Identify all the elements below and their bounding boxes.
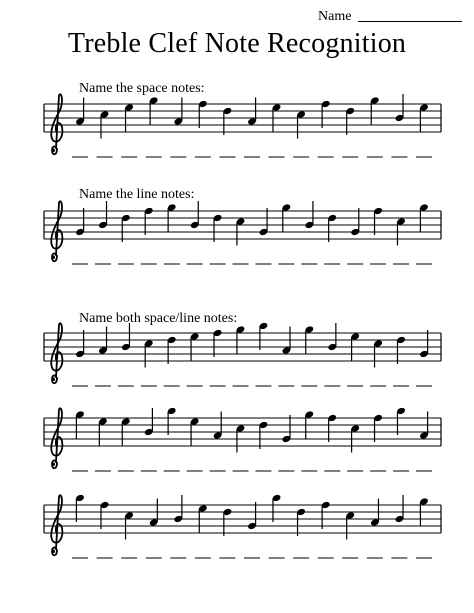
note (236, 325, 246, 353)
treble-clef-icon (51, 201, 62, 261)
note (350, 208, 360, 236)
note (272, 103, 282, 131)
treble-clef-icon (51, 408, 62, 468)
note (419, 203, 429, 231)
treble-clef-icon (51, 495, 62, 555)
staff-2 (44, 201, 441, 264)
note (223, 107, 233, 135)
note (259, 421, 269, 449)
note (213, 412, 223, 440)
note (395, 495, 405, 523)
note (236, 424, 246, 452)
note (345, 511, 355, 539)
note (247, 502, 257, 530)
note (419, 497, 429, 525)
note (190, 332, 200, 360)
note (304, 325, 314, 353)
staff-1 (44, 94, 441, 157)
note (350, 332, 360, 360)
instruction-line-notes: Name the line notes: (79, 187, 195, 202)
note (98, 417, 108, 445)
note (373, 207, 383, 235)
note (373, 414, 383, 442)
note (282, 203, 292, 231)
instruction-space-line-notes: Name both space/line notes: (79, 311, 238, 326)
note (396, 336, 406, 364)
note (121, 323, 131, 351)
note (395, 94, 405, 122)
note (144, 408, 154, 436)
note (198, 504, 208, 532)
note (75, 494, 85, 522)
note (247, 98, 257, 126)
note (236, 217, 246, 245)
note (259, 208, 269, 236)
note (173, 98, 183, 126)
note (296, 110, 306, 138)
instruction-space-notes: Name the space notes: (79, 81, 205, 96)
note (98, 201, 108, 229)
note (121, 417, 131, 445)
note (321, 501, 331, 529)
note (75, 208, 85, 236)
note (304, 410, 314, 438)
note (213, 329, 223, 357)
note (396, 407, 406, 435)
note (75, 410, 85, 438)
note (124, 511, 134, 539)
note (370, 96, 380, 124)
note (213, 214, 223, 242)
treble-clef-icon (51, 94, 62, 154)
note (282, 327, 292, 355)
note (321, 100, 331, 128)
note (100, 110, 110, 138)
note (396, 217, 406, 245)
note (173, 495, 183, 523)
note (167, 336, 177, 364)
note (345, 107, 355, 135)
note (282, 415, 292, 443)
note (304, 201, 314, 229)
note (75, 98, 85, 126)
note (167, 203, 177, 231)
note (144, 339, 154, 367)
note (144, 207, 154, 235)
note (327, 323, 337, 351)
note (75, 330, 85, 358)
treble-clef-icon (51, 323, 62, 383)
note (190, 417, 200, 445)
note (350, 424, 360, 452)
note (198, 100, 208, 128)
note (98, 327, 108, 355)
note (190, 201, 200, 229)
note (100, 501, 110, 529)
note (296, 508, 306, 536)
note (419, 330, 429, 358)
note (149, 96, 159, 124)
note (327, 214, 337, 242)
note (223, 508, 233, 536)
note (149, 499, 159, 527)
note (124, 103, 134, 131)
note (419, 412, 429, 440)
page-title: Treble Clef Note Recognition (67, 28, 407, 59)
note (121, 214, 131, 242)
name-label: Name (318, 9, 352, 24)
staff-3 (44, 322, 441, 386)
note (327, 414, 337, 442)
staff-4 (44, 407, 441, 471)
note (419, 103, 429, 131)
note (373, 339, 383, 367)
staff-5 (44, 494, 441, 558)
note (272, 494, 282, 522)
note (370, 499, 380, 527)
note (259, 322, 269, 350)
note (167, 407, 177, 435)
